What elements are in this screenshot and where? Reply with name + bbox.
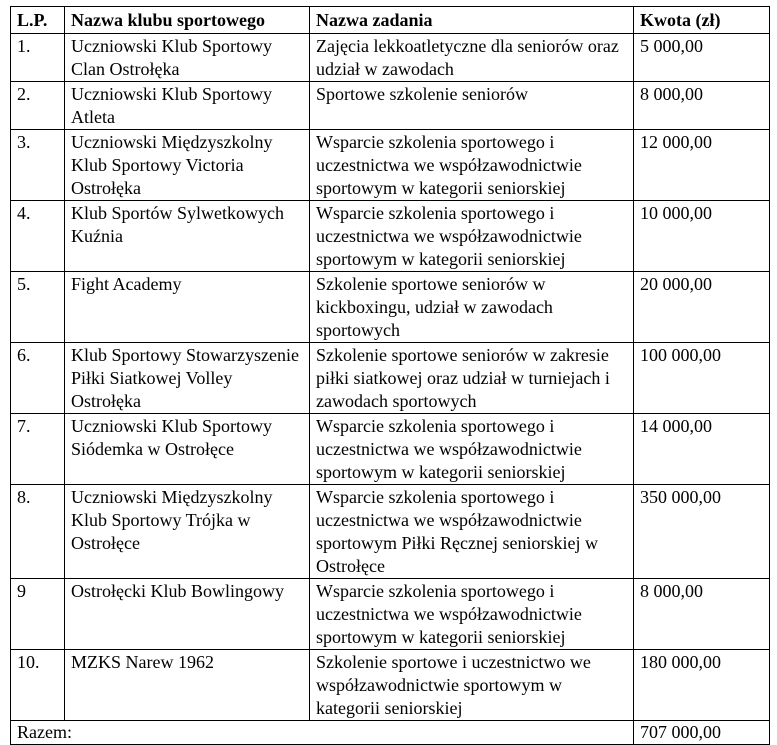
cell-task-name: Wsparcie szkolenia sportowego i uczestnictwa we współzawodnictwie sportowym w kategorii seniorskiej — [310, 130, 634, 201]
total-row — [11, 721, 770, 745]
cell-club-name: Fight Academy — [65, 272, 310, 343]
cell-task-name: Wsparcie szkolenia sportowego i uczestnictwa we współzawodnictwie sportowym w kategorii seniorskiej — [310, 414, 634, 485]
header-lp: L.P. — [11, 7, 65, 34]
cell-task-name: Zajęcia lekkoatletyczne dla seniorów oraz udział w zawodach — [310, 34, 634, 82]
table-row — [11, 650, 770, 721]
cell-amount: 8 000,00 — [634, 579, 770, 650]
cell-amount: 180 000,00 — [634, 650, 770, 721]
cell-task-name: Szkolenie sportowe i uczestnictwo we współzawodnictwie sportowym w kategorii seniorskiej — [310, 650, 634, 721]
cell-task-name: Wsparcie szkolenia sportowego i uczestnictwa we współzawodnictwie sportowym Piłki Ręcznej seniorskiej w Ostrołęce — [310, 485, 634, 579]
table-row — [11, 130, 770, 201]
grants-table — [10, 6, 770, 745]
total-amount: 707 000,00 — [634, 721, 770, 745]
table-body — [11, 34, 770, 745]
cell-club-name: Uczniowski Międzyszkolny Klub Sportowy Victoria Ostrołęka — [65, 130, 310, 201]
header-task-name: Nazwa zadania — [310, 7, 634, 34]
cell-task-name: Wsparcie szkolenia sportowego i uczestnictwa we współzawodnictwie sportowym w kategorii seniorskiej — [310, 579, 634, 650]
cell-club-name: Klub Sportów Sylwetkowych Kuźnia — [65, 201, 310, 272]
header-amount: Kwota (zł) — [634, 7, 770, 34]
cell-club-name: Uczniowski Klub Sportowy Atleta — [65, 82, 310, 130]
table-row — [11, 343, 770, 414]
cell-task-name: Sportowe szkolenie seniorów — [310, 82, 634, 130]
cell-lp: 7. — [11, 414, 65, 485]
cell-amount: 5 000,00 — [634, 34, 770, 82]
header-club-name: Nazwa klubu sportowego — [65, 7, 310, 34]
cell-lp: 9 — [11, 579, 65, 650]
cell-club-name: Klub Sportowy Stowarzyszenie Piłki Siatkowej Volley Ostrołęka — [65, 343, 310, 414]
cell-lp: 6. — [11, 343, 65, 414]
cell-lp: 2. — [11, 82, 65, 130]
cell-task-name: Szkolenie sportowe seniorów w zakresie piłki siatkowej oraz udział w turniejach i zawodach sportowych — [310, 343, 634, 414]
cell-amount: 8 000,00 — [634, 82, 770, 130]
cell-lp: 4. — [11, 201, 65, 272]
cell-amount: 10 000,00 — [634, 201, 770, 272]
cell-lp: 10. — [11, 650, 65, 721]
cell-task-name: Szkolenie sportowe seniorów w kickboxingu, udział w zawodach sportowych — [310, 272, 634, 343]
cell-club-name: MZKS Narew 1962 — [65, 650, 310, 721]
cell-lp: 3. — [11, 130, 65, 201]
total-label: Razem: — [11, 721, 634, 745]
cell-club-name: Uczniowski Klub Sportowy Siódemka w Ostrołęce — [65, 414, 310, 485]
cell-amount: 350 000,00 — [634, 485, 770, 579]
cell-lp: 1. — [11, 34, 65, 82]
cell-amount: 14 000,00 — [634, 414, 770, 485]
cell-club-name: Ostrołęcki Klub Bowlingowy — [65, 579, 310, 650]
table-row — [11, 82, 770, 130]
table-row — [11, 201, 770, 272]
header-row — [11, 7, 770, 34]
table-row — [11, 34, 770, 82]
cell-lp: 8. — [11, 485, 65, 579]
cell-task-name: Wsparcie szkolenia sportowego i uczestnictwa we współzawodnictwie sportowym w kategorii seniorskiej — [310, 201, 634, 272]
table-row — [11, 579, 770, 650]
cell-club-name: Uczniowski Międzyszkolny Klub Sportowy Trójka w Ostrołęce — [65, 485, 310, 579]
table-row — [11, 414, 770, 485]
cell-lp: 5. — [11, 272, 65, 343]
cell-amount: 100 000,00 — [634, 343, 770, 414]
cell-amount: 12 000,00 — [634, 130, 770, 201]
cell-amount: 20 000,00 — [634, 272, 770, 343]
table-row — [11, 272, 770, 343]
table-header — [11, 7, 770, 34]
cell-club-name: Uczniowski Klub Sportowy Clan Ostrołęka — [65, 34, 310, 82]
table-row — [11, 485, 770, 579]
